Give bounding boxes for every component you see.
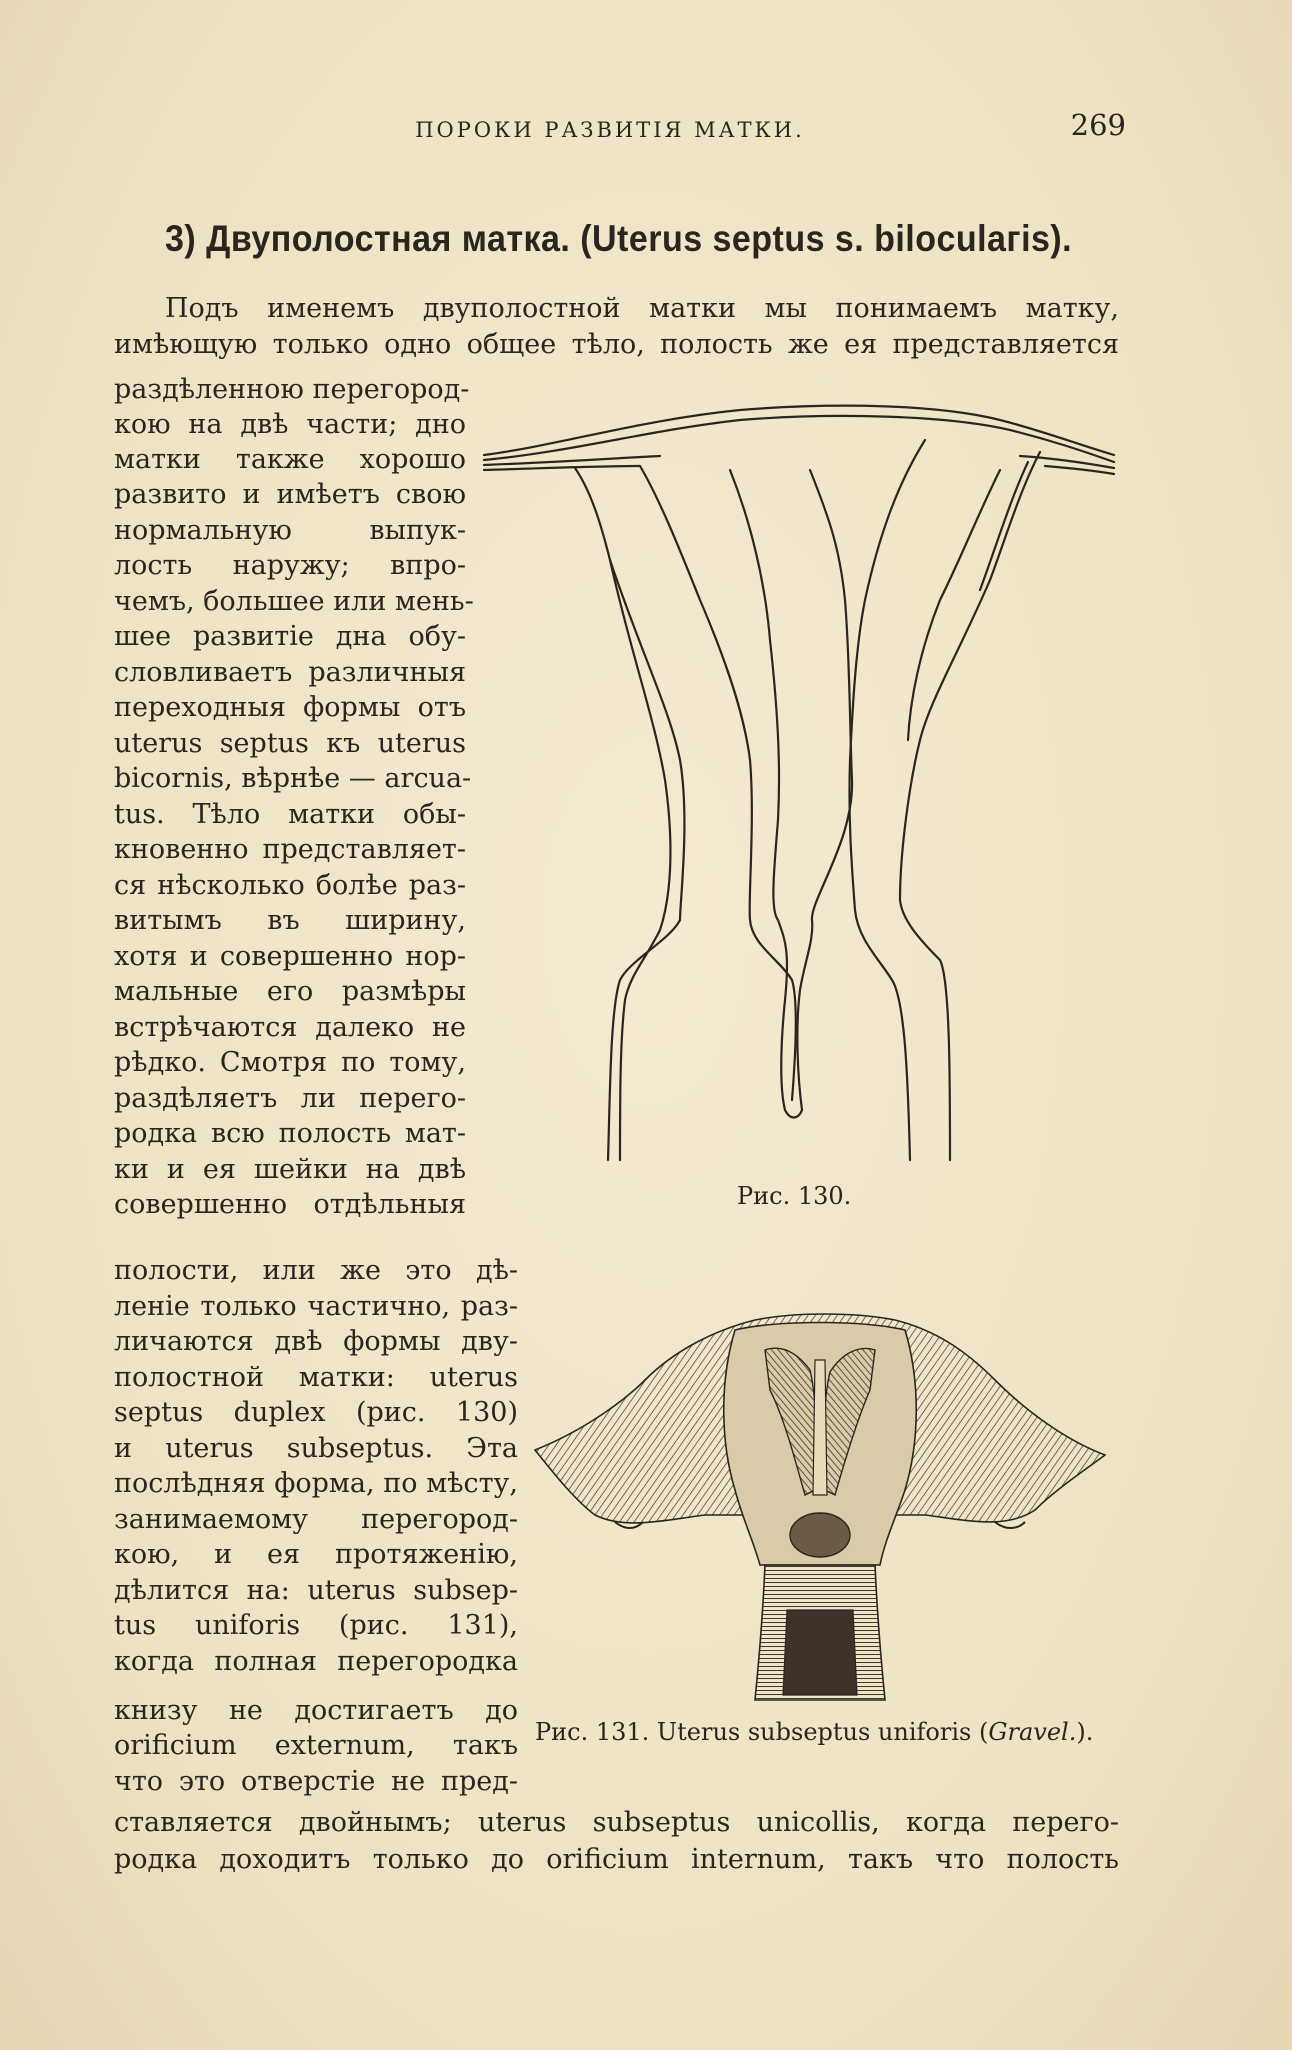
body-line: витымъ въ ширину, [114,905,466,936]
body-line: лость наружу; впро- [114,550,466,581]
figure-131-caption [535,1718,1093,1746]
body-line: нормальную выпук- [114,515,466,546]
body-line: Подъ именемъ двуполостной матки мы понимаемъ матку, [165,293,1119,324]
body-line: полости, или же это дѣ- [114,1255,518,1286]
body-line: septus duplex (рис. 130) [114,1397,518,1428]
body-line: ставляется двойнымъ; uterus subseptus unicollis, когда перего- [114,1807,1119,1838]
body-line: tus. Тѣло матки обы- [114,799,466,830]
body-line: книзу не достигаетъ до [114,1695,518,1726]
page-number: 269 [1070,108,1126,142]
section-title: 3) Двуполостная матка. (Uterus septus s. biloculaгis). [165,218,1073,259]
body-line: родка всю полость мат- [114,1118,466,1149]
body-line: шее развитіе дна обу- [114,621,466,652]
body-line: tus uniforis (рис. 131), [114,1610,518,1641]
body-line: bicornis, вѣрнѣе — arcua- [114,763,472,794]
body-line: кою на двѣ части; дно [114,409,466,440]
body-line: встрѣчаются далеко не [114,1012,466,1043]
figure-131-caption-end: ). [1076,1718,1094,1746]
figure-130-caption: Рис. 130. [737,1182,852,1210]
body-line: uterus septus къ uterus [114,728,466,759]
body-line: и uterus subseptus. Эта [114,1433,518,1464]
body-line: полостной матки: uterus [114,1362,518,1393]
body-line: что это отверстіе не пред- [114,1766,518,1797]
body-line: чемъ, большее или мень- [114,586,474,617]
body-line: ки и ея шейки на двѣ [114,1154,466,1185]
body-line: раздѣляетъ ли перего- [114,1083,466,1114]
body-line: совершенно отдѣльныя [114,1189,466,1220]
body-line: развито и имѣетъ свою [114,479,466,510]
body-line: словливаетъ различныя [114,657,466,688]
body-line: леніе только частично, раз- [114,1291,518,1322]
body-line: родка доходитъ только до orificium internum, такъ что полость [114,1844,1119,1875]
body-line: имѣющую только одно общее тѣло, полость же ея представляется [114,329,1119,360]
figure-131-caption-author: Gravel. [988,1718,1077,1746]
figure-130-uterus-septus-drawing [480,400,1120,1180]
figure-131-caption-text: Рис. 131. Uterus subseptus uniforis ( [535,1718,989,1746]
body-line: матки также хорошо [114,444,466,475]
body-line: хотя и совершенно нор- [114,941,466,972]
body-line: когда полная перегородка [114,1646,518,1677]
body-line: раздѣленною перегород- [114,374,470,405]
body-line: послѣдняя форма, по мѣсту, [114,1468,518,1499]
body-line: кновенно представляет- [114,834,466,865]
body-line: переходныя формы отъ [114,692,466,723]
body-line: рѣдко. Смотря по тому, [114,1047,466,1078]
body-line: мальные его размѣры [114,976,466,1007]
body-line: кою, и ея протяженію, [114,1539,518,1570]
body-line: личаются двѣ формы дву- [114,1326,518,1357]
running-title: ПОРОКИ РАЗВИТІЯ МАТКИ. [415,118,805,142]
body-line: занимаемому перегород- [114,1504,518,1535]
body-line: orificium externum, такъ [114,1730,518,1761]
body-line: дѣлится на: uterus subsep- [114,1575,518,1606]
body-line: ся нѣсколько болѣе раз- [114,870,466,901]
figure-131-uterus-subseptus-engraving [525,1290,1115,1710]
